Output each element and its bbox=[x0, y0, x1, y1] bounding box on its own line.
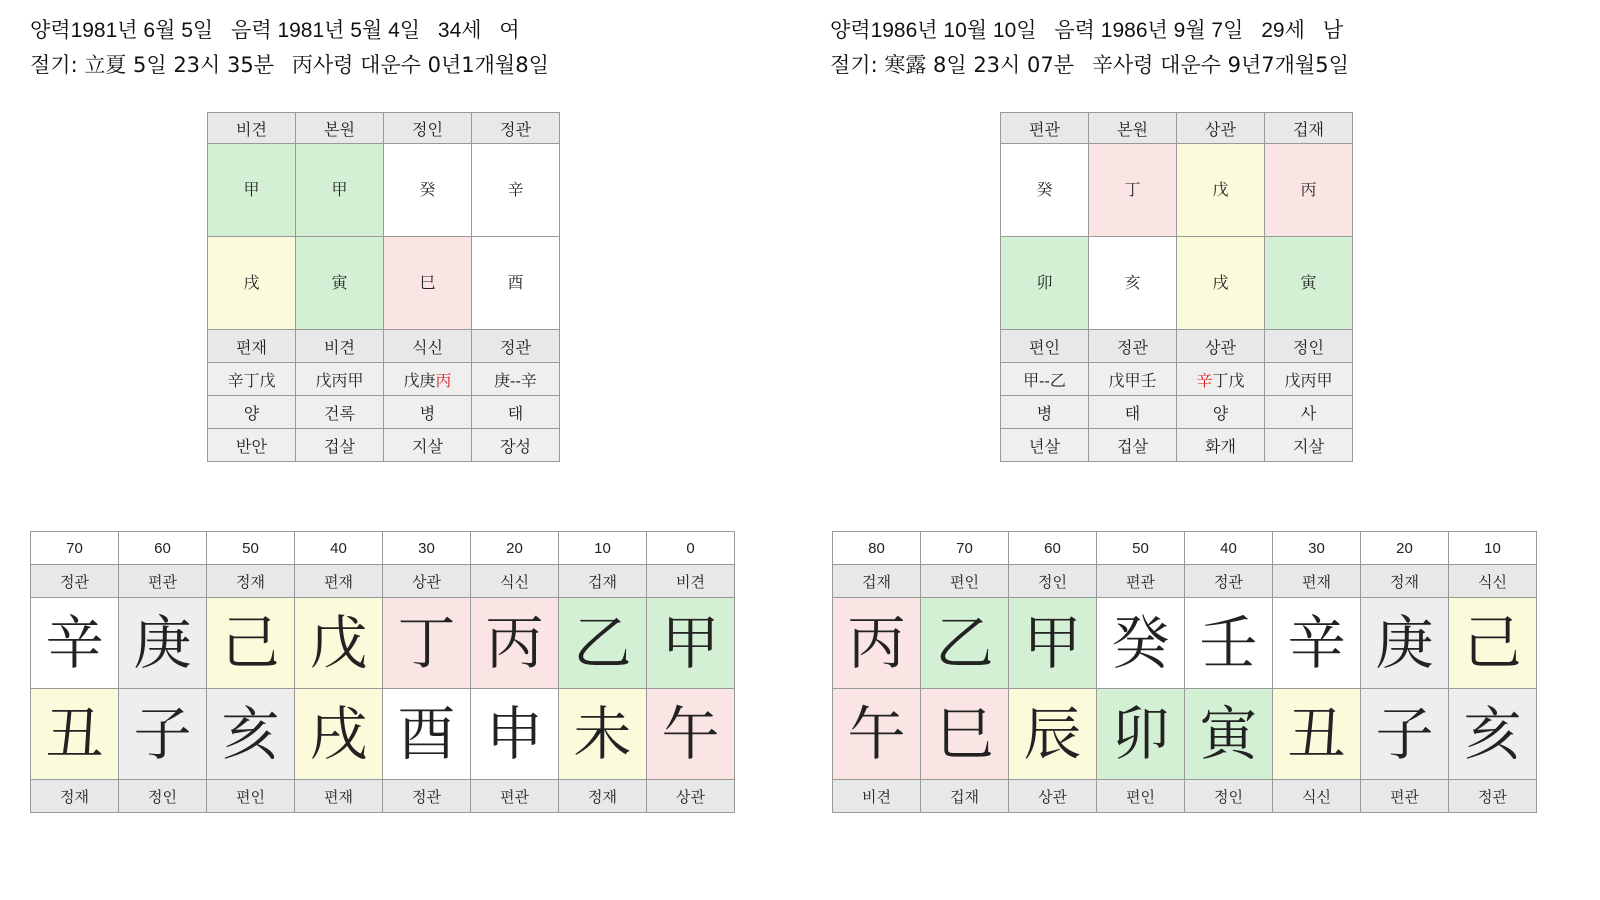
heavenly-stem-row bbox=[208, 144, 560, 237]
luck-ten-gods-bottom-row bbox=[833, 780, 1537, 813]
ten-god-bottom: 식신 bbox=[384, 330, 472, 363]
sinsal: 겁살 bbox=[1089, 429, 1177, 462]
luck-earthly-branch: 辰 bbox=[1009, 689, 1097, 780]
ten-god-top: 정관 bbox=[472, 113, 560, 144]
earthly-branch: 酉 bbox=[472, 237, 560, 330]
chart-panel-right bbox=[800, 0, 1600, 806]
sinsal: 지살 bbox=[384, 429, 472, 462]
luck-ten-god-top: 정재 bbox=[207, 565, 295, 598]
luck-age[interactable]: 50 bbox=[1097, 532, 1185, 565]
ten-god-bottom: 비견 bbox=[296, 330, 384, 363]
luck-ten-god-top: 정관 bbox=[31, 565, 119, 598]
luck-heavenly-stem: 庚 bbox=[1361, 598, 1449, 689]
luck-earthly-branch: 子 bbox=[1361, 689, 1449, 780]
ten-god-bottom: 정관 bbox=[472, 330, 560, 363]
luck-ten-god-top: 정재 bbox=[1361, 565, 1449, 598]
ten-god-top: 본원 bbox=[1089, 113, 1177, 144]
luck-ten-god-top: 정관 bbox=[1185, 565, 1273, 598]
luck-ten-gods-bottom-row bbox=[31, 780, 735, 813]
luck-heavenly-stem: 己 bbox=[207, 598, 295, 689]
twelve-stage: 사 bbox=[1265, 396, 1353, 429]
earthly-branch: 亥 bbox=[1089, 237, 1177, 330]
hidden-stems: 辛丁戊 bbox=[208, 363, 296, 396]
luck-ten-gods-top-row bbox=[833, 565, 1537, 598]
luck-ten-god-bottom: 편관 bbox=[1361, 780, 1449, 813]
luck-ten-god-bottom: 정재 bbox=[559, 780, 647, 813]
luck-ten-god-bottom: 상관 bbox=[647, 780, 735, 813]
luck-ten-god-top: 편재 bbox=[295, 565, 383, 598]
luck-age[interactable]: 70 bbox=[921, 532, 1009, 565]
heavenly-stem: 甲 bbox=[296, 144, 384, 237]
luck-heavenly-stem: 丙 bbox=[471, 598, 559, 689]
luck-ten-god-bottom: 편인 bbox=[207, 780, 295, 813]
heavenly-stem-row bbox=[1001, 144, 1353, 237]
sinsal: 지살 bbox=[1265, 429, 1353, 462]
luck-heavenly-stem: 庚 bbox=[119, 598, 207, 689]
luck-age[interactable]: 80 bbox=[833, 532, 921, 565]
ten-god-bottom: 정관 bbox=[1089, 330, 1177, 363]
luck-age[interactable]: 20 bbox=[1361, 532, 1449, 565]
luck-start: 丙사령 대운수 0년1개월8일 bbox=[291, 53, 549, 77]
hidden-stems: 戊甲壬 bbox=[1089, 363, 1177, 396]
luck-cycle-table-right bbox=[832, 531, 1537, 813]
luck-ten-god-top: 겁재 bbox=[833, 565, 921, 598]
lunar-date: 음력 1986년 9월 7일 bbox=[1054, 19, 1244, 42]
ten-god-top: 겁재 bbox=[1265, 113, 1353, 144]
sinsal: 년살 bbox=[1001, 429, 1089, 462]
luck-ten-god-top: 비견 bbox=[647, 565, 735, 598]
age: 34세 bbox=[437, 19, 482, 42]
heavenly-stem: 辛 bbox=[472, 144, 560, 237]
age: 29세 bbox=[1261, 19, 1305, 42]
birth-info-header-left bbox=[0, 0, 800, 83]
gender: 남 bbox=[1322, 19, 1344, 42]
luck-cycle-grid bbox=[30, 531, 735, 813]
earthly-branch-row bbox=[1001, 237, 1353, 330]
luck-earthly-branch: 巳 bbox=[921, 689, 1009, 780]
luck-earthly-branch: 卯 bbox=[1097, 689, 1185, 780]
luck-heavenly-stem: 癸 bbox=[1097, 598, 1185, 689]
luck-heavenly-stem: 壬 bbox=[1185, 598, 1273, 689]
twelve-stage: 병 bbox=[1001, 396, 1089, 429]
luck-age[interactable]: 60 bbox=[119, 532, 207, 565]
earthly-branch: 戌 bbox=[208, 237, 296, 330]
ten-gods-top-row bbox=[208, 113, 560, 144]
luck-earthly-branch: 午 bbox=[833, 689, 921, 780]
luck-heavenly-stem-row bbox=[31, 598, 735, 689]
hidden-stems-row bbox=[1001, 363, 1353, 396]
four-pillars-table-right bbox=[1000, 112, 1353, 462]
luck-earthly-branch: 未 bbox=[559, 689, 647, 780]
sinsal-row bbox=[208, 429, 560, 462]
luck-ten-god-bottom: 상관 bbox=[1009, 780, 1097, 813]
luck-ten-god-bottom: 겁재 bbox=[921, 780, 1009, 813]
luck-earthly-branch: 寅 bbox=[1185, 689, 1273, 780]
luck-heavenly-stem: 乙 bbox=[559, 598, 647, 689]
luck-age-row bbox=[833, 532, 1537, 565]
twelve-stages-row bbox=[1001, 396, 1353, 429]
luck-earthly-branch-row bbox=[31, 689, 735, 780]
sinsal-row bbox=[1001, 429, 1353, 462]
birth-info-line1 bbox=[30, 14, 800, 48]
gender: 여 bbox=[499, 19, 520, 42]
twelve-stage: 건록 bbox=[296, 396, 384, 429]
hidden-stems: 戊丙甲 bbox=[1265, 363, 1353, 396]
luck-ten-god-bottom: 비견 bbox=[833, 780, 921, 813]
luck-age[interactable]: 50 bbox=[207, 532, 295, 565]
luck-ten-god-bottom: 정재 bbox=[31, 780, 119, 813]
earthly-branch: 巳 bbox=[384, 237, 472, 330]
luck-age[interactable]: 30 bbox=[1273, 532, 1361, 565]
heavenly-stem: 丁 bbox=[1089, 144, 1177, 237]
sinsal: 반안 bbox=[208, 429, 296, 462]
heavenly-stem: 丙 bbox=[1265, 144, 1353, 237]
luck-ten-god-bottom: 정인 bbox=[1185, 780, 1273, 813]
ten-god-bottom: 편재 bbox=[208, 330, 296, 363]
luck-heavenly-stem: 己 bbox=[1449, 598, 1537, 689]
luck-ten-god-bottom: 편인 bbox=[1097, 780, 1185, 813]
luck-heavenly-stem: 甲 bbox=[647, 598, 735, 689]
earthly-branch: 戌 bbox=[1177, 237, 1265, 330]
luck-cycle-grid bbox=[832, 531, 1537, 813]
luck-ten-god-top: 상관 bbox=[383, 565, 471, 598]
twelve-stages-row bbox=[208, 396, 560, 429]
sinsal: 화개 bbox=[1177, 429, 1265, 462]
luck-age[interactable]: 20 bbox=[471, 532, 559, 565]
luck-age[interactable]: 10 bbox=[559, 532, 647, 565]
heavenly-stem: 戊 bbox=[1177, 144, 1265, 237]
ten-god-top: 상관 bbox=[1177, 113, 1265, 144]
ten-gods-bottom-row bbox=[1001, 330, 1353, 363]
ten-god-top: 정인 bbox=[384, 113, 472, 144]
luck-age-row bbox=[31, 532, 735, 565]
luck-ten-god-top: 편인 bbox=[921, 565, 1009, 598]
chart-panel-left bbox=[0, 0, 800, 806]
luck-earthly-branch: 子 bbox=[119, 689, 207, 780]
luck-age[interactable]: 40 bbox=[295, 532, 383, 565]
four-pillars-grid bbox=[1000, 112, 1353, 462]
ten-god-top: 비견 bbox=[208, 113, 296, 144]
ten-god-bottom: 정인 bbox=[1265, 330, 1353, 363]
hidden-stems: 庚--辛 bbox=[472, 363, 560, 396]
earthly-branch: 寅 bbox=[296, 237, 384, 330]
luck-age[interactable]: 0 bbox=[647, 532, 735, 565]
solar-term: 절기: 立夏 5일 23시 35분 bbox=[30, 53, 275, 77]
luck-ten-god-bottom: 편관 bbox=[471, 780, 559, 813]
luck-ten-god-top: 식신 bbox=[1449, 565, 1537, 598]
four-pillars-table-left bbox=[207, 112, 560, 462]
luck-ten-god-top: 편관 bbox=[119, 565, 207, 598]
birth-info-header-right bbox=[800, 0, 1600, 83]
luck-ten-god-bottom: 편재 bbox=[295, 780, 383, 813]
hidden-stems-row bbox=[208, 363, 560, 396]
luck-earthly-branch: 午 bbox=[647, 689, 735, 780]
luck-heavenly-stem: 辛 bbox=[31, 598, 119, 689]
luck-age[interactable]: 30 bbox=[383, 532, 471, 565]
luck-heavenly-stem: 丁 bbox=[383, 598, 471, 689]
luck-ten-god-top: 식신 bbox=[471, 565, 559, 598]
sinsal: 장성 bbox=[472, 429, 560, 462]
luck-earthly-branch-row bbox=[833, 689, 1537, 780]
luck-earthly-branch: 戌 bbox=[295, 689, 383, 780]
ten-gods-top-row bbox=[1001, 113, 1353, 144]
ten-god-bottom: 상관 bbox=[1177, 330, 1265, 363]
twelve-stage: 태 bbox=[472, 396, 560, 429]
hidden-stems: 戊丙甲 bbox=[296, 363, 384, 396]
lunar-date: 음력 1981년 5월 4일 bbox=[231, 19, 421, 42]
luck-heavenly-stem: 辛 bbox=[1273, 598, 1361, 689]
birth-info-line2 bbox=[30, 48, 800, 83]
luck-earthly-branch: 亥 bbox=[207, 689, 295, 780]
luck-heavenly-stem: 戊 bbox=[295, 598, 383, 689]
heavenly-stem: 甲 bbox=[208, 144, 296, 237]
solar-date: 양력1986년 10월 10일 bbox=[830, 19, 1037, 42]
heavenly-stem: 癸 bbox=[1001, 144, 1089, 237]
hidden-stems: 戊庚丙 bbox=[384, 363, 472, 396]
luck-ten-god-bottom: 식신 bbox=[1273, 780, 1361, 813]
luck-age[interactable]: 60 bbox=[1009, 532, 1097, 565]
luck-ten-god-top: 편관 bbox=[1097, 565, 1185, 598]
ten-god-bottom: 편인 bbox=[1001, 330, 1089, 363]
ten-god-top: 편관 bbox=[1001, 113, 1089, 144]
earthly-branch: 寅 bbox=[1265, 237, 1353, 330]
twelve-stage: 태 bbox=[1089, 396, 1177, 429]
luck-ten-god-bottom: 정인 bbox=[119, 780, 207, 813]
luck-age[interactable]: 70 bbox=[31, 532, 119, 565]
luck-start: 辛사령 대운수 9년7개월5일 bbox=[1091, 53, 1349, 77]
luck-ten-god-top: 편재 bbox=[1273, 565, 1361, 598]
luck-heavenly-stem-row bbox=[833, 598, 1537, 689]
luck-ten-god-top: 정인 bbox=[1009, 565, 1097, 598]
ten-gods-bottom-row bbox=[208, 330, 560, 363]
luck-age[interactable]: 10 bbox=[1449, 532, 1537, 565]
luck-earthly-branch: 丑 bbox=[31, 689, 119, 780]
sinsal: 겁살 bbox=[296, 429, 384, 462]
twelve-stage: 병 bbox=[384, 396, 472, 429]
luck-earthly-branch: 丑 bbox=[1273, 689, 1361, 780]
birth-info-line2 bbox=[830, 48, 1600, 83]
birth-info-line1 bbox=[830, 14, 1600, 48]
luck-ten-gods-top-row bbox=[31, 565, 735, 598]
earthly-branch-row bbox=[208, 237, 560, 330]
luck-heavenly-stem: 丙 bbox=[833, 598, 921, 689]
four-pillars-grid bbox=[207, 112, 560, 462]
solar-term: 절기: 寒露 8일 23시 07분 bbox=[830, 53, 1075, 77]
heavenly-stem: 癸 bbox=[384, 144, 472, 237]
luck-ten-god-top: 겁재 bbox=[559, 565, 647, 598]
luck-earthly-branch: 酉 bbox=[383, 689, 471, 780]
solar-date: 양력1981년 6월 5일 bbox=[30, 19, 214, 42]
luck-heavenly-stem: 乙 bbox=[921, 598, 1009, 689]
luck-earthly-branch: 申 bbox=[471, 689, 559, 780]
ten-god-top: 본원 bbox=[296, 113, 384, 144]
luck-ten-god-bottom: 정관 bbox=[383, 780, 471, 813]
twelve-stage: 양 bbox=[1177, 396, 1265, 429]
luck-earthly-branch: 亥 bbox=[1449, 689, 1537, 780]
luck-cycle-table-left bbox=[30, 531, 735, 813]
luck-age[interactable]: 40 bbox=[1185, 532, 1273, 565]
hidden-stems: 甲--乙 bbox=[1001, 363, 1089, 396]
earthly-branch: 卯 bbox=[1001, 237, 1089, 330]
hidden-stems: 辛丁戊 bbox=[1177, 363, 1265, 396]
luck-ten-god-bottom: 정관 bbox=[1449, 780, 1537, 813]
luck-heavenly-stem: 甲 bbox=[1009, 598, 1097, 689]
twelve-stage: 양 bbox=[208, 396, 296, 429]
